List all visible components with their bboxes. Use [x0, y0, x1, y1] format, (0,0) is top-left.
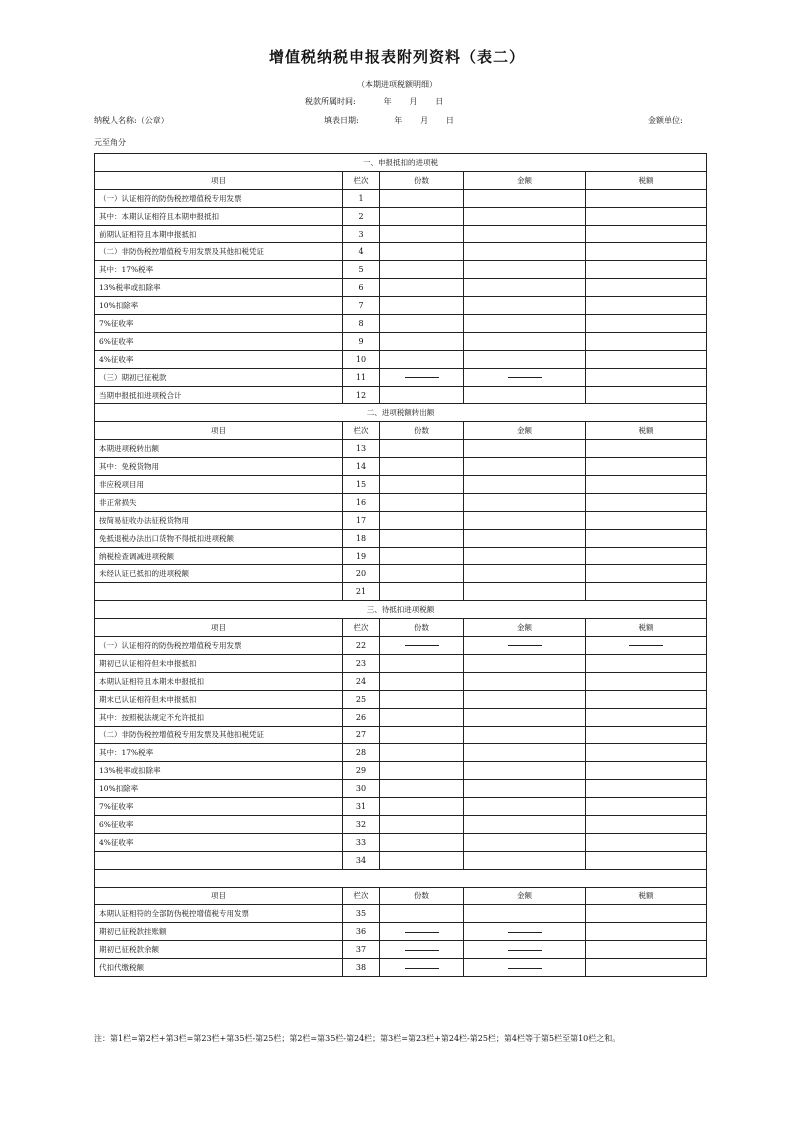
row-item: 10%扣除率	[95, 780, 343, 798]
table-row	[95, 708, 707, 726]
row-line: 30	[343, 780, 380, 798]
row-line: 13	[343, 440, 380, 458]
row-item: 7%征收率	[95, 315, 343, 333]
row-line: 23	[343, 654, 380, 672]
header-item: 项目	[95, 422, 343, 440]
count-cell[interactable]	[380, 207, 464, 225]
table-row	[95, 332, 707, 350]
table-row	[95, 798, 707, 816]
count-cell-na	[380, 368, 464, 386]
tax-cell[interactable]	[586, 297, 707, 315]
row-line: 15	[343, 476, 380, 494]
row-item: （二）非防伪税控增值税专用发票及其他扣税凭证	[95, 726, 343, 744]
count-cell[interactable]	[380, 332, 464, 350]
dash-mark	[405, 968, 439, 969]
row-line: 32	[343, 815, 380, 833]
tax-cell[interactable]	[586, 851, 707, 869]
footnote: 注：第1栏=第2栏+第3栏=第23栏+第35栏-第25栏；第2栏=第35栏-第24栏；第3栏=第23栏+第24栏-第25栏；第4栏等于第5栏至第10栏之和。	[94, 1034, 621, 1043]
tax-cell[interactable]	[586, 833, 707, 851]
count-cell[interactable]	[380, 350, 464, 368]
tax-cell[interactable]	[586, 386, 707, 404]
row-line: 20	[343, 565, 380, 583]
row-line: 11	[343, 368, 380, 386]
fill-date-label: 填表日期: 年 月 日	[324, 116, 454, 125]
row-line: 19	[343, 547, 380, 565]
tax-cell[interactable]	[586, 959, 707, 977]
header-count: 份数	[380, 887, 464, 905]
table-row	[95, 905, 707, 923]
count-cell[interactable]	[380, 726, 464, 744]
count-cell[interactable]	[380, 315, 464, 333]
table-row	[95, 744, 707, 762]
dash-mark	[629, 645, 663, 646]
amount-cell[interactable]	[464, 708, 586, 726]
row-item: 6%征收率	[95, 332, 343, 350]
table-row	[95, 833, 707, 851]
tax-cell[interactable]	[586, 511, 707, 529]
table-row	[95, 243, 707, 261]
header-amount: 金额	[464, 171, 586, 189]
amount-cell[interactable]	[464, 189, 586, 207]
amount-cell[interactable]	[464, 440, 586, 458]
row-item: 本期认证相符的全部防伪税控增值税专用发票	[95, 905, 343, 923]
header-line: 栏次	[343, 171, 380, 189]
row-line: 8	[343, 315, 380, 333]
header-amount: 金额	[464, 619, 586, 637]
section-header-row	[95, 869, 707, 887]
row-item: 未经认证已抵扣的进项税额	[95, 565, 343, 583]
table-row	[95, 225, 707, 243]
count-cell[interactable]	[380, 798, 464, 816]
count-cell-na	[380, 941, 464, 959]
column-header-row	[95, 422, 707, 440]
table-row	[95, 189, 707, 207]
amount-cell-na	[464, 923, 586, 941]
row-item: 期初已认证相符但未申报抵扣	[95, 654, 343, 672]
tax-cell[interactable]	[586, 798, 707, 816]
amount-cell[interactable]	[464, 386, 586, 404]
amount-unit-label: 金额单位:	[648, 116, 683, 125]
row-item: 前期认证相符且本期申报抵扣	[95, 225, 343, 243]
row-item: 期末已认证相符但未申报抵扣	[95, 690, 343, 708]
header-item: 项目	[95, 171, 343, 189]
count-cell-na	[380, 959, 464, 977]
count-cell[interactable]	[380, 654, 464, 672]
amount-cell-na	[464, 941, 586, 959]
table-row	[95, 690, 707, 708]
tax-cell[interactable]	[586, 690, 707, 708]
table-row	[95, 815, 707, 833]
count-cell[interactable]	[380, 762, 464, 780]
table-row	[95, 368, 707, 386]
tax-cell[interactable]	[586, 189, 707, 207]
tax-cell[interactable]	[586, 583, 707, 601]
row-line: 28	[343, 744, 380, 762]
row-item: 4%征收率	[95, 833, 343, 851]
header-item: 项目	[95, 887, 343, 905]
table-row	[95, 762, 707, 780]
header-tax: 税额	[586, 619, 707, 637]
tax-cell[interactable]	[586, 708, 707, 726]
row-line: 18	[343, 529, 380, 547]
table-row	[95, 350, 707, 368]
amount-cell[interactable]	[464, 547, 586, 565]
dash-mark	[405, 645, 439, 646]
dash-mark	[508, 968, 542, 969]
amount-cell[interactable]	[464, 726, 586, 744]
taxpayer-name-label: 纳税人名称:（公章）	[94, 116, 169, 125]
row-item: 非正常损失	[95, 493, 343, 511]
table-row	[95, 959, 707, 977]
header-line: 栏次	[343, 619, 380, 637]
tax-cell[interactable]	[586, 529, 707, 547]
row-line: 10	[343, 350, 380, 368]
row-line: 7	[343, 297, 380, 315]
count-cell[interactable]	[380, 476, 464, 494]
header-item: 项目	[95, 619, 343, 637]
row-line: 27	[343, 726, 380, 744]
amount-cell[interactable]	[464, 583, 586, 601]
tax-cell[interactable]	[586, 815, 707, 833]
tax-cell[interactable]	[586, 672, 707, 690]
table-row	[95, 261, 707, 279]
table-row	[95, 923, 707, 941]
row-item: 其中：按照税法规定不允许抵扣	[95, 708, 343, 726]
count-cell[interactable]	[380, 672, 464, 690]
table-row	[95, 654, 707, 672]
count-cell[interactable]	[380, 493, 464, 511]
row-line: 34	[343, 851, 380, 869]
tax-cell[interactable]	[586, 780, 707, 798]
row-item: 13%税率或扣除率	[95, 762, 343, 780]
table-row	[95, 529, 707, 547]
row-item: 其中：17%税率	[95, 744, 343, 762]
dash-mark	[508, 950, 542, 951]
form-subtitle: （本期进项税额明细）	[357, 80, 437, 89]
count-cell[interactable]	[380, 744, 464, 762]
amount-cell[interactable]	[464, 690, 586, 708]
amount-cell[interactable]	[464, 297, 586, 315]
dash-mark	[508, 377, 542, 378]
row-line: 16	[343, 493, 380, 511]
count-cell[interactable]	[380, 511, 464, 529]
tax-cell[interactable]	[586, 565, 707, 583]
input-tax-detail-table	[94, 153, 707, 977]
header-line: 栏次	[343, 422, 380, 440]
table-row	[95, 315, 707, 333]
table-row	[95, 583, 707, 601]
row-line: 31	[343, 798, 380, 816]
column-header-row	[95, 171, 707, 189]
section2-title: 二、进项税额转出额	[95, 404, 707, 422]
row-line: 33	[343, 833, 380, 851]
header-count: 份数	[380, 619, 464, 637]
tax-cell[interactable]	[586, 440, 707, 458]
count-cell[interactable]	[380, 565, 464, 583]
row-line: 29	[343, 762, 380, 780]
column-header-row	[95, 619, 707, 637]
section4-title-blank	[95, 869, 707, 887]
table-row	[95, 726, 707, 744]
count-cell[interactable]	[380, 279, 464, 297]
amount-cell[interactable]	[464, 207, 586, 225]
section-header-row	[95, 404, 707, 422]
amount-cell[interactable]	[464, 815, 586, 833]
row-line: 14	[343, 458, 380, 476]
tax-cell[interactable]	[586, 315, 707, 333]
table-row	[95, 440, 707, 458]
header-amount: 金额	[464, 887, 586, 905]
count-cell[interactable]	[380, 905, 464, 923]
tax-cell-na	[586, 637, 707, 655]
amount-cell[interactable]	[464, 833, 586, 851]
row-item: 代扣代缴税额	[95, 959, 343, 977]
table-row	[95, 458, 707, 476]
count-cell[interactable]	[380, 851, 464, 869]
row-item: 期初已征税款挂账额	[95, 923, 343, 941]
currency-unit-label: 元至角分	[94, 138, 126, 147]
row-line: 3	[343, 225, 380, 243]
amount-cell[interactable]	[464, 905, 586, 923]
amount-cell-na	[464, 637, 586, 655]
row-line: 22	[343, 637, 380, 655]
form-title: 增值税纳税申报表附列资料（表二）	[268, 48, 525, 66]
row-line: 25	[343, 690, 380, 708]
count-cell[interactable]	[380, 189, 464, 207]
table-row	[95, 279, 707, 297]
section3-title: 三、待抵扣进项税额	[95, 601, 707, 619]
section-header-row	[95, 154, 707, 172]
amount-cell[interactable]	[464, 476, 586, 494]
amount-cell-na	[464, 959, 586, 977]
amount-cell[interactable]	[464, 744, 586, 762]
tax-cell[interactable]	[586, 762, 707, 780]
header-tax: 税额	[586, 422, 707, 440]
row-line: 4	[343, 243, 380, 261]
tax-cell[interactable]	[586, 243, 707, 261]
amount-cell[interactable]	[464, 332, 586, 350]
table-row	[95, 511, 707, 529]
count-cell-na	[380, 923, 464, 941]
row-line: 9	[343, 332, 380, 350]
row-item: （二）非防伪税控增值税专用发票及其他扣税凭证	[95, 243, 343, 261]
row-line: 38	[343, 959, 380, 977]
row-line: 26	[343, 708, 380, 726]
row-item: （一）认证相符的防伪税控增值税专用发票	[95, 189, 343, 207]
count-cell[interactable]	[380, 815, 464, 833]
section1-title: 一、申报抵扣的进项税	[95, 154, 707, 172]
row-item: 其中：免税货物用	[95, 458, 343, 476]
tax-cell[interactable]	[586, 941, 707, 959]
row-line: 21	[343, 583, 380, 601]
amount-cell[interactable]	[464, 851, 586, 869]
tax-cell[interactable]	[586, 744, 707, 762]
row-line: 35	[343, 905, 380, 923]
header-line: 栏次	[343, 887, 380, 905]
count-cell[interactable]	[380, 529, 464, 547]
count-cell[interactable]	[380, 708, 464, 726]
row-item: （一）认证相符的防伪税控增值税专用发票	[95, 637, 343, 655]
row-line: 2	[343, 207, 380, 225]
amount-cell[interactable]	[464, 315, 586, 333]
row-item: 期初已征税款余额	[95, 941, 343, 959]
amount-cell-na	[464, 368, 586, 386]
count-cell[interactable]	[380, 297, 464, 315]
table-row	[95, 493, 707, 511]
table-row	[95, 565, 707, 583]
count-cell[interactable]	[380, 780, 464, 798]
dash-mark	[508, 932, 542, 933]
table-row	[95, 476, 707, 494]
row-line: 5	[343, 261, 380, 279]
tax-cell[interactable]	[586, 350, 707, 368]
amount-cell[interactable]	[464, 529, 586, 547]
dash-mark	[405, 950, 439, 951]
amount-cell[interactable]	[464, 243, 586, 261]
table-row	[95, 672, 707, 690]
table-row	[95, 386, 707, 404]
amount-cell[interactable]	[464, 511, 586, 529]
tax-cell[interactable]	[586, 476, 707, 494]
table-row	[95, 207, 707, 225]
row-item: 非应税项目用	[95, 476, 343, 494]
row-line: 6	[343, 279, 380, 297]
count-cell[interactable]	[380, 225, 464, 243]
count-cell-na	[380, 637, 464, 655]
count-cell[interactable]	[380, 458, 464, 476]
amount-cell[interactable]	[464, 225, 586, 243]
row-item: 4%征收率	[95, 350, 343, 368]
row-item: 13%税率或扣除率	[95, 279, 343, 297]
row-line: 36	[343, 923, 380, 941]
amount-cell[interactable]	[464, 350, 586, 368]
amount-cell[interactable]	[464, 798, 586, 816]
tax-cell[interactable]	[586, 654, 707, 672]
tax-cell[interactable]	[586, 332, 707, 350]
row-item: 本期进项税转出额	[95, 440, 343, 458]
row-item: 7%征收率	[95, 798, 343, 816]
row-item: 按简易征收办法征税货物用	[95, 511, 343, 529]
amount-cell[interactable]	[464, 565, 586, 583]
row-item: 当期申报抵扣进项税合计	[95, 386, 343, 404]
table-row	[95, 941, 707, 959]
row-line: 17	[343, 511, 380, 529]
row-item: 本期认证相符且本期未申报抵扣	[95, 672, 343, 690]
amount-cell[interactable]	[464, 279, 586, 297]
header-count: 份数	[380, 422, 464, 440]
amount-cell[interactable]	[464, 762, 586, 780]
count-cell[interactable]	[380, 690, 464, 708]
header-tax: 税额	[586, 171, 707, 189]
table-row	[95, 297, 707, 315]
tax-cell[interactable]	[586, 225, 707, 243]
column-header-row	[95, 887, 707, 905]
row-item: 6%征收率	[95, 815, 343, 833]
header-amount: 金额	[464, 422, 586, 440]
tax-cell[interactable]	[586, 493, 707, 511]
tax-cell[interactable]	[586, 905, 707, 923]
tax-cell[interactable]	[586, 279, 707, 297]
row-line: 1	[343, 189, 380, 207]
amount-cell[interactable]	[464, 458, 586, 476]
tax-cell[interactable]	[586, 207, 707, 225]
amount-cell[interactable]	[464, 493, 586, 511]
table-row	[95, 637, 707, 655]
header-count: 份数	[380, 171, 464, 189]
amount-cell[interactable]	[464, 261, 586, 279]
tax-cell[interactable]	[586, 923, 707, 941]
dash-mark	[405, 377, 439, 378]
dash-mark	[508, 645, 542, 646]
row-item	[95, 851, 343, 869]
amount-cell[interactable]	[464, 672, 586, 690]
dash-mark	[405, 932, 439, 933]
table-row	[95, 780, 707, 798]
count-cell[interactable]	[380, 243, 464, 261]
tax-cell[interactable]	[586, 458, 707, 476]
row-item: （三）期初已征税款	[95, 368, 343, 386]
tax-period-label: 税款所属时间: 年 月 日	[305, 97, 444, 106]
row-line: 12	[343, 386, 380, 404]
row-item: 其中：本期认证相符且本期申报抵扣	[95, 207, 343, 225]
count-cell[interactable]	[380, 583, 464, 601]
row-line: 37	[343, 941, 380, 959]
row-item: 纳税检查调减进项税额	[95, 547, 343, 565]
header-tax: 税额	[586, 887, 707, 905]
count-cell[interactable]	[380, 261, 464, 279]
tax-cell[interactable]	[586, 261, 707, 279]
amount-cell[interactable]	[464, 654, 586, 672]
row-item: 其中：17%税率	[95, 261, 343, 279]
count-cell[interactable]	[380, 386, 464, 404]
amount-cell[interactable]	[464, 780, 586, 798]
table-row	[95, 851, 707, 869]
row-item: 免抵退税办法出口货物不得抵扣进项税额	[95, 529, 343, 547]
count-cell[interactable]	[380, 833, 464, 851]
tax-cell[interactable]	[586, 368, 707, 386]
count-cell[interactable]	[380, 440, 464, 458]
table-row	[95, 547, 707, 565]
row-item: 10%扣除率	[95, 297, 343, 315]
count-cell[interactable]	[380, 547, 464, 565]
row-line: 24	[343, 672, 380, 690]
tax-cell[interactable]	[586, 726, 707, 744]
tax-cell[interactable]	[586, 547, 707, 565]
section-header-row	[95, 601, 707, 619]
row-item	[95, 583, 343, 601]
